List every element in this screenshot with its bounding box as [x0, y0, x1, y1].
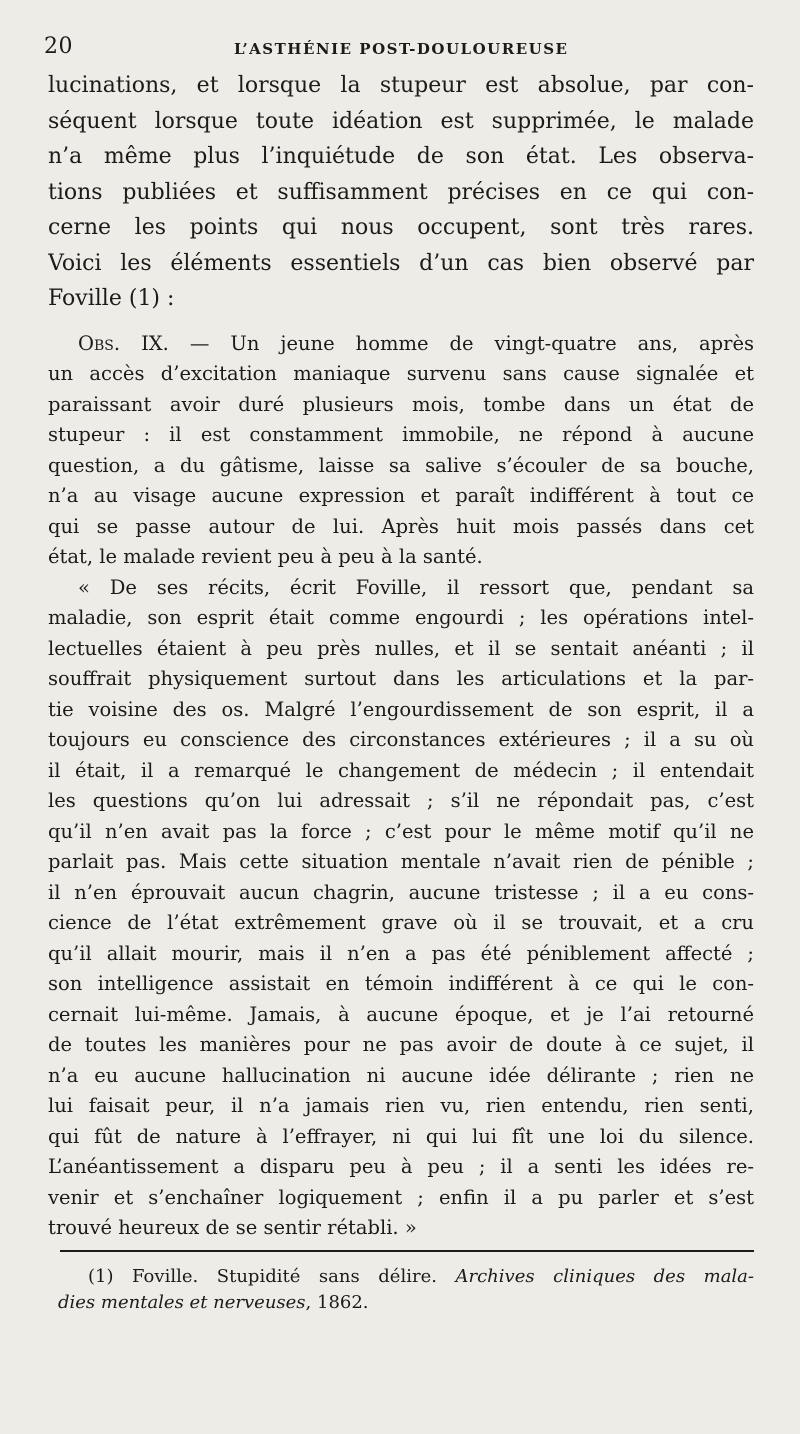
page-header: [44, 34, 760, 64]
text-line: séquent lorsque toute idéation est supprimée, le malade: [48, 108, 754, 134]
text-line: toujours eu conscience des circonstances extérieures ; il a su où: [48, 728, 754, 751]
text-line: état, le malade revient peu à peu à la santé.: [48, 545, 483, 568]
text-line: qu’il allait mourir, mais il n’en a pas été péniblement affecté ;: [48, 941, 754, 965]
body-text: [48, 68, 754, 1244]
text-line: cerne les points qui nous occupent, sont très rares.: [48, 215, 754, 240]
text-line: stupeur : il est constamment immobile, ne répond à aucune: [48, 423, 754, 446]
text-line: venir et s’enchaîner logiquement ; enfin il a pu parler et s’est: [48, 1185, 754, 1209]
text-line: qu’il n’en avait pas la force ; c’est pour le même motif qu’il ne: [48, 819, 754, 843]
text-line: les questions qu’on lui adressait ; s’il ne répondait pas, c’est: [48, 789, 754, 812]
observation-label: Obs. IX.: [78, 331, 169, 355]
observation-first-line: [48, 329, 754, 360]
text-line: cernait lui-même. Jamais, à aucune époque, et je l’ai retourné: [48, 1002, 754, 1026]
text-line: parlait pas. Mais cette situation mentale n’avait rien de pénible ;: [48, 850, 754, 873]
footnote-title-part2: dies mentales et nerveuses: [58, 1292, 306, 1313]
text-line: un accès d’excitation maniaque survenu sans cause signalée et: [48, 362, 754, 385]
footnote-prefix: (1) Foville. Stupidité sans délire.: [88, 1266, 456, 1287]
text-line: qui fût de nature à l’effrayer, ni qui lui fît une loi du silence.: [48, 1124, 754, 1148]
footnote-line: [58, 1290, 754, 1316]
text-line: n’a au visage aucune expression et paraît indifférent à tout ce: [48, 484, 754, 507]
text-line: Voici les éléments essentiels d’un cas bien observé par: [48, 250, 754, 276]
text-line: il était, il a remarqué le changement de médecin ; il entendait: [48, 758, 754, 782]
text-line: lucinations, et lorsque la stupeur est absolue, par con-: [48, 73, 754, 98]
text-line: il n’en éprouvait aucun chagrin, aucune tristesse ; il a eu cons-: [48, 880, 754, 904]
footnote: [58, 1264, 754, 1316]
text-line: paraissant avoir duré plusieurs mois, tombe dans un état de: [48, 392, 754, 416]
paragraph-intro: [48, 68, 754, 317]
footnote-suffix: , 1862.: [305, 1292, 369, 1313]
text-line: « De ses récits, écrit Foville, il ressort que, pendant sa: [78, 575, 754, 599]
observation-block: [48, 329, 754, 1244]
text-line: lectuelles étaient à peu près nulles, et il se sentait anéanti ; il: [48, 636, 754, 660]
spacer: [48, 317, 754, 329]
text-line: question, a du gâtisme, laisse sa salive s’écouler de sa bouche,: [48, 453, 754, 477]
text-line: L’anéantissement a disparu peu à peu ; il a senti les idées re-: [48, 1155, 754, 1178]
text-line: cience de l’état extrêmement grave où il se trouvait, et a cru: [48, 911, 754, 934]
text-line: de toutes les manières pour ne pas avoir de doute à ce sujet, il: [48, 1033, 754, 1056]
text-line: Foville (1) :: [48, 286, 175, 311]
footnote-line: [58, 1264, 754, 1290]
text-line: son intelligence assistait en témoin indifférent à ce qui le con-: [48, 972, 754, 995]
text-line: lui faisait peur, il n’a jamais rien vu, rien entendu, rien senti,: [48, 1094, 754, 1117]
text-line: tie voisine des os. Malgré l’engourdissement de son esprit, il a: [48, 697, 754, 721]
text-line: n’a eu aucune hallucination ni aucune idée délirante ; rien ne: [48, 1063, 754, 1087]
running-head: L’ASTHÉNIE POST-DOULOUREUSE: [234, 40, 569, 58]
text-line: souffrait physiquement surtout dans les articulations et la par-: [48, 667, 754, 690]
text-line: maladie, son esprit était comme engourdi ; les opérations intel-: [48, 606, 754, 629]
text-line: n’a même plus l’inquiétude de son état. Les observa-: [48, 144, 754, 169]
footnote-title-part1: Archives cliniques des mala-: [455, 1266, 754, 1287]
observation-first-line-text: — Un jeune homme de vingt-quatre ans, après: [189, 331, 754, 355]
text-line: tions publiées et suffisamment précises en ce qui con-: [48, 179, 754, 205]
footnote-rule: [60, 1250, 754, 1252]
text-line: qui se passe autour de lui. Après huit mois passés dans cet: [48, 514, 754, 538]
page-number: 20: [44, 34, 73, 59]
text-line: trouvé heureux de se sentir rétabli. »: [48, 1216, 417, 1239]
